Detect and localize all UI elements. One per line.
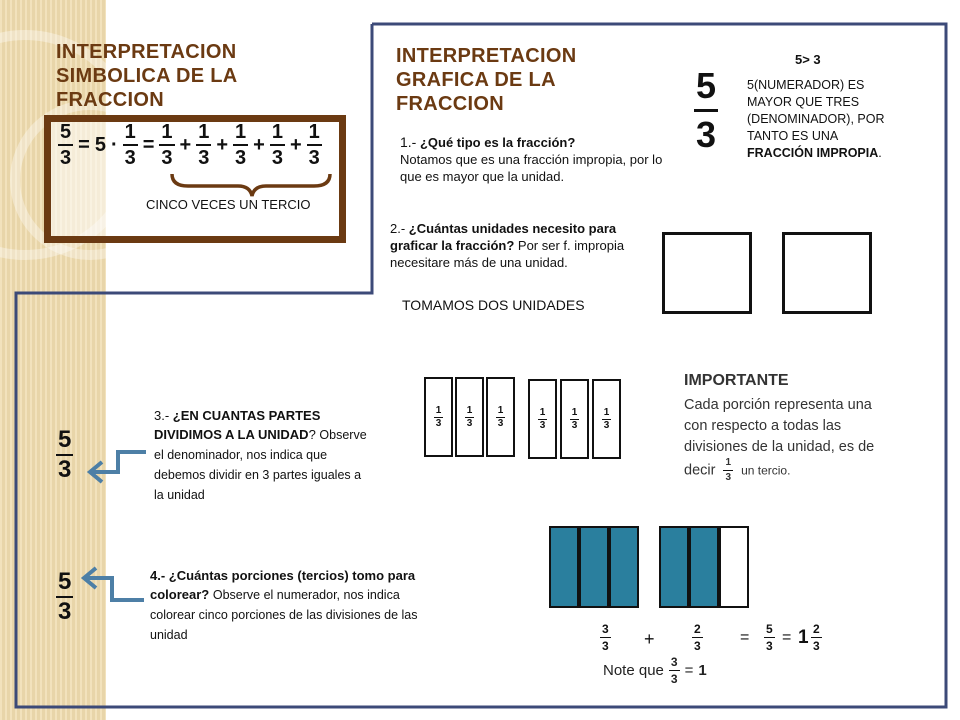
third-strip: $\frac{1}{3}$ xyxy=(486,377,515,457)
comparison: 5> 3 xyxy=(795,52,821,67)
comparison-explanation: 5(NUMERADOR) ES MAYOR QUE TRES (DENOMINADOR), POR TANTO ES UNA FRACCIÓN IMPROPIA. xyxy=(747,78,885,160)
colored-third xyxy=(609,526,639,608)
important-title: IMPORTANTE xyxy=(684,372,789,389)
colored-third xyxy=(579,526,609,608)
equals-sign: = xyxy=(142,133,155,156)
plus-sign: + xyxy=(179,133,192,156)
third-strip: $\frac{1}{3}$ xyxy=(455,377,484,457)
fraction: $\frac{1}{3}$ xyxy=(161,121,173,169)
brace-label: CINCO VECES UN TERCIO xyxy=(146,197,311,212)
arrow-icon xyxy=(78,566,148,606)
fraction: $\frac{5}{3}$ xyxy=(60,121,72,169)
fraction: $\frac{1}{3}$ xyxy=(124,121,136,169)
note-line: Note que $\frac{3}{3}$ = 1 xyxy=(603,655,707,686)
fraction: $\frac{1}{3}$ xyxy=(271,121,283,169)
unit-square xyxy=(782,232,872,314)
multiplier: 5 xyxy=(94,133,106,156)
symbolic-title: INTERPRETACION SIMBOLICA DE LA FRACCION xyxy=(56,41,237,111)
third-strip: $\frac{1}{3}$ xyxy=(424,377,453,457)
plus-sign: + xyxy=(253,133,265,156)
question-1: 1.- ¿Qué tipo es la fracción? Notamos que es una fracción impropia, por lo que es mayor que la unidad. xyxy=(400,134,663,184)
big-fraction: $\frac{5}{3}$ xyxy=(696,65,717,155)
question-3: 3.- ¿EN CUANTAS PARTES DIVIDIMOS A LA UNIDAD? Observe el denominador, nos indica que debemos dividir en 3 partes iguales a la unidad xyxy=(154,408,367,502)
unit-square xyxy=(662,232,752,314)
third-strip: $\frac{1}{3}$ xyxy=(528,379,557,459)
arrow-icon xyxy=(84,448,150,484)
equals-sign: = xyxy=(78,133,90,156)
colored-third xyxy=(659,526,689,608)
sum-equation: 3 3 + 2 3 = 5 3 = 1 2 3 xyxy=(602,622,820,653)
fraction: $\frac{1}{3}$ xyxy=(308,121,320,169)
question-2: 2.- ¿Cuántas unidades necesito para graficar la fracción? Por ser f. impropia necesitare más de una unidad. xyxy=(390,221,625,270)
colored-third xyxy=(689,526,719,608)
colored-third xyxy=(549,526,579,608)
side-fraction: $\frac{5}{3}$ xyxy=(58,426,72,483)
symbolic-equation xyxy=(58,122,322,168)
curly-brace xyxy=(168,170,334,200)
important-text: Cada porción representa una con respecto a todas las divisiones de la unidad, es de decir $\frac{1}{3}$ un tercio. xyxy=(684,397,875,483)
units-label: TOMAMOS DOS UNIDADES xyxy=(402,297,585,313)
dot-operator: · xyxy=(110,133,118,156)
fraction: $\frac{1}{3}$ xyxy=(198,121,210,169)
side-fraction: $\frac{5}{3}$ xyxy=(58,568,72,625)
graphic-title: INTERPRETACION GRAFICA DE LA FRACCION xyxy=(396,45,577,115)
fraction: $\frac{1}{3}$ xyxy=(235,121,247,169)
third-strip: $\frac{1}{3}$ xyxy=(560,379,589,459)
plus-sign: + xyxy=(216,133,229,156)
empty-third xyxy=(719,526,749,608)
question-4: 4.- ¿Cuántas porciones (tercios) tomo para colorear? Observe el numerador, nos indica colorear cinco porciones de las divisiones de las unidad xyxy=(150,568,418,642)
plus-sign: + xyxy=(289,133,302,156)
third-strip: $\frac{1}{3}$ xyxy=(592,379,621,459)
